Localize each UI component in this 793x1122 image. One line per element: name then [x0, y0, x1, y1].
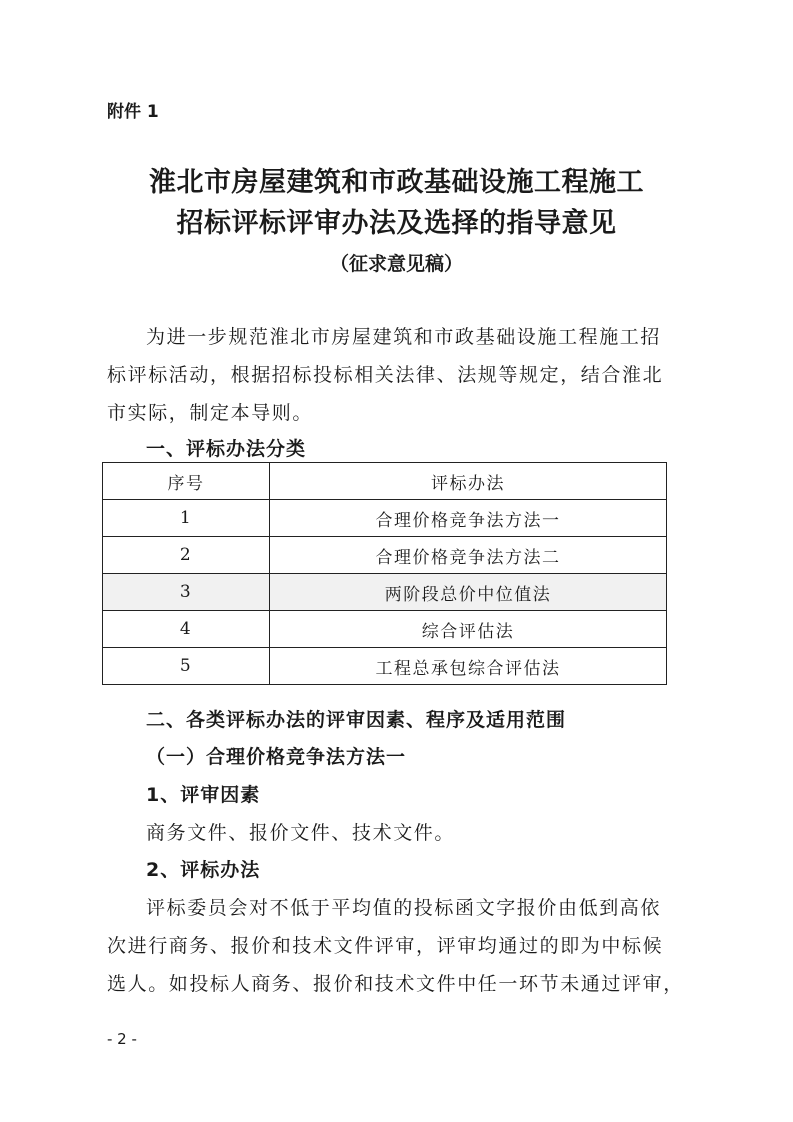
document-title-line2: 招标评标评审办法及选择的指导意见	[176, 208, 617, 239]
table-cell-method: 两阶段总价中位值法	[270, 574, 667, 611]
page-number: - 2 -	[107, 1030, 137, 1048]
item1-text: 商务文件、报价文件、技术文件。	[146, 822, 456, 844]
item2-line3: 选人。如投标人商务、报价和技术文件中任一环节未通过评审，	[107, 973, 684, 995]
table-row	[103, 537, 667, 574]
section1-heading: 一、评标办法分类	[146, 438, 307, 460]
table-cell-no: 2	[103, 537, 270, 574]
table-row	[103, 500, 667, 537]
document-subtitle: （征求意见稿）	[329, 253, 463, 275]
methods-table	[102, 462, 667, 685]
table-header-method: 评标办法	[270, 463, 667, 500]
table-row	[103, 648, 667, 685]
intro-line2: 标评标活动，根据招标投标相关法律、法规等规定，结合淮北	[107, 364, 664, 386]
document-title-line1: 淮北市房屋建筑和市政基础设施工程施工	[149, 167, 644, 198]
table-cell-no: 4	[103, 611, 270, 648]
table-cell-no: 5	[103, 648, 270, 685]
intro-line3: 市实际，制定本导则。	[107, 402, 314, 424]
table-header-no: 序号	[103, 463, 270, 500]
subsection1-heading: （一）合理价格竞争法方法一	[146, 746, 407, 768]
section2-heading: 二、各类评标办法的评审因素、程序及适用范围	[146, 709, 567, 731]
table-row	[103, 574, 667, 611]
table-cell-method: 合理价格竞争法方法二	[270, 537, 667, 574]
table-row	[103, 611, 667, 648]
table-cell-no: 3	[103, 574, 270, 611]
table-header-row	[103, 463, 667, 500]
attachment-label: 附件 1	[107, 102, 159, 122]
table-cell-method: 综合评估法	[270, 611, 667, 648]
table-cell-no: 1	[103, 500, 270, 537]
item2-line1: 评标委员会对不低于平均值的投标函文字报价由低到高依	[146, 897, 662, 919]
item2-heading: 2、评标办法	[146, 859, 261, 881]
item1-heading: 1、评审因素	[146, 784, 261, 806]
table-cell-method: 合理价格竞争法方法一	[270, 500, 667, 537]
item2-line2: 次进行商务、报价和技术文件评审，评审均通过的即为中标候	[107, 935, 664, 957]
table-cell-method: 工程总承包综合评估法	[270, 648, 667, 685]
intro-line1: 为进一步规范淮北市房屋建筑和市政基础设施工程施工招	[146, 326, 662, 348]
